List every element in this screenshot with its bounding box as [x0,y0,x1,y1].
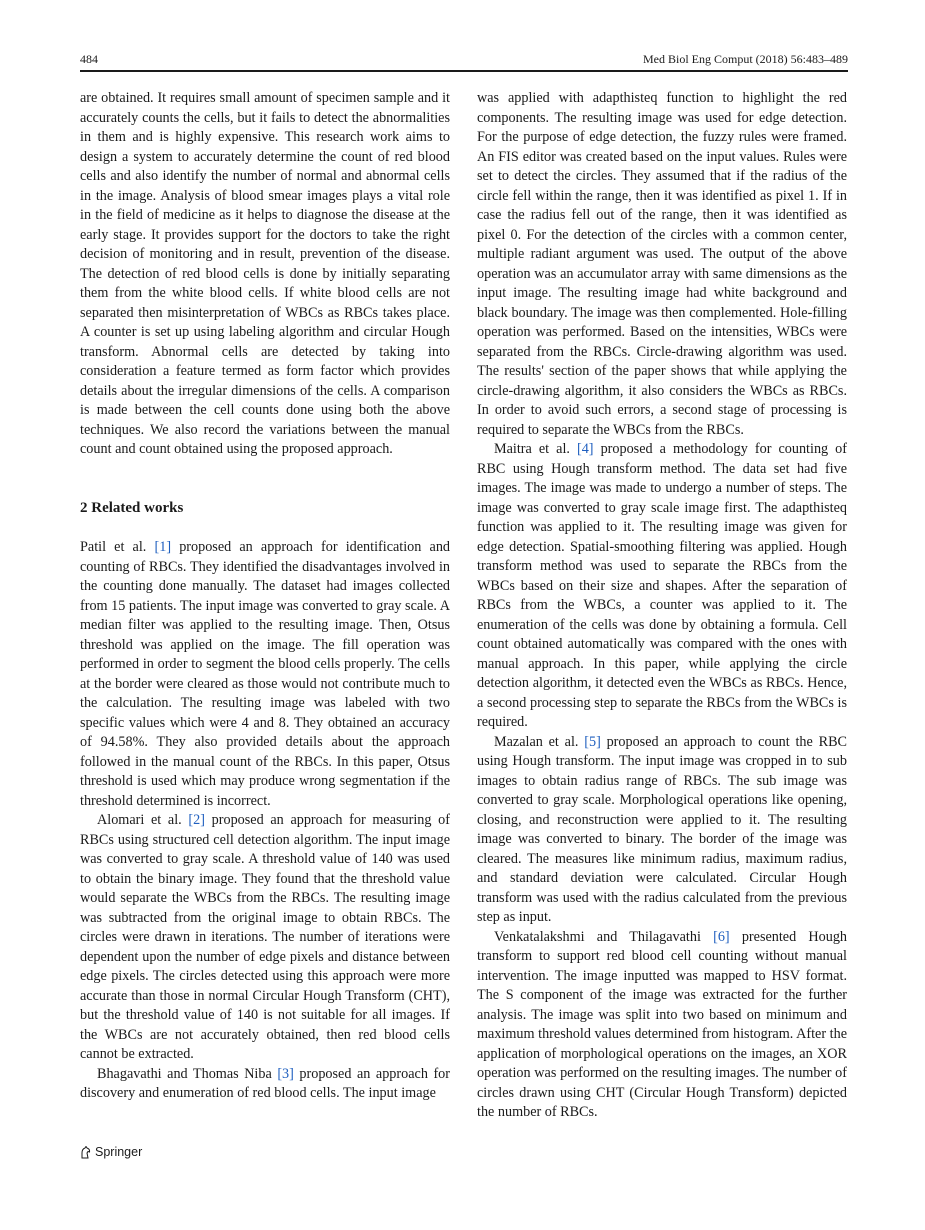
publisher-name: Springer [95,1145,143,1159]
paragraph-venkatalakshmi: Venkatalakshmi and Thilagavathi [6] presented Hough transform to support red blood cell counting without manual intervention. The image inputted was mapped to HSV format. The S component of the image was extracted for the further analysis. The image was split into two based on minimum and maximum threshold values determined from histogram. After the application of morphological operations on the images, an XOR operation was performed on the resulting images. The number of circles drawn using CHT (Circular Hough Transform) depicted the number of RBCs. [477,928,848,1120]
page-header [80,52,848,70]
citation-link-4[interactable]: [4] [576,441,594,457]
section-title: 2 Related works [80,499,184,516]
paragraph-mazalan: Mazalan et al. [5] proposed an approach to count the RBC using Hough transform. The input image was cropped in to sub images to obtain radius range of RBCs. The sub image was converted to gray scale. Morphological operations like opening, closing, and reconstruction were applied to it. The resulting image was converted to binary. The border of the image was cleared. The measures like minimum radius, maximum radius, and standard deviation were calculated. Circular Hough transform was used with the radius calculated from the previous step as input. [477,733,848,925]
header-rule [80,70,848,72]
springer-horse-icon [80,1146,91,1159]
citation-link-5[interactable]: [5] [584,733,601,750]
intro-paragraph: are obtained. It requires small amount of specimen sample and it accurately counts the cells, but it fails to detect the abnormalities in them and is highly expensive. This research work aims to design a system to accurately determine the count of red blood cells and also identify the number of normal and abnormal cells in the image. Analysis of blood smear images plays a vital role in the field of medicine as it helps to diagnose the disease at the early stage. It provides support for the doctors to take the right decision of monitoring and in result, prevention of the disease. The detection of red blood cells is done by initially separating them from the white blood cells. If white blood cells are not separated then misinterpretation of WBCs as RBCs takes place. A counter is set up using labeling algorithm and circular Hough transform. Abnormal cells are detected by taking into consideration a feature termed as form factor which provides details about the irregular dimensions of the cells. A comparison is made between the cell counts done using both the above techniques. We also record the variations between the manual count and count obtained using the proposed approach. [80,90,450,457]
citation-link-3[interactable]: [3] [277,1065,294,1082]
page-number: 484 [80,52,98,66]
right-column [477,89,847,1123]
left-column [80,89,450,1104]
journal-citation: Med Biol Eng Comput (2018) 56:483–489 [643,52,848,66]
paragraph-maitra: Maitra et al. [4] proposed a methodology for counting of RBC using Hough transform method. The data set had five images. The image was made to undergo a number of steps. The image was converted to gray scale image first. The adapthisteq function was applied to it. The resulting image was given for edge detection. Spatial-smoothing filtering was applied. Hough transform method was used to separate the RBCs from the WBCs based on their size and shapes. After the separation of RBCs from the WBCs, a counter was applied to it. The enumeration of the cells was done by obtaining a formula. Cell count obtained automatically was compared with the ones with manual approach. In this paper, while applying the circle detection algorithm, it detected even the WBCs as RBCs. Hence, a second processing step to separate the RBCs from the WBCs is required. [477,441,847,730]
citation-link-6[interactable]: [6] [713,928,730,945]
page-footer [80,1145,142,1159]
citation-link-1[interactable]: [1] [154,539,172,555]
paragraph-alomari: Alomari et al. [2] proposed an approach for measuring of RBCs using structured cell detection algorithm. The input image was converted to gray scale. A threshold value of 140 was used to obtain the binary image. They found that the threshold value would separate the WBCs from the RBCs. The resulting image was subtracted from the original image to obtain RBCs. The circles were drawn in iterations. The number of iterations were dependent upon the number of edge pixels and distance between edge pixels. The circles detected using this approach were more accurate than those in normal Circular Hough Transform (CHT), but the threshold value of 140 is not suitable for all images. If the WBCs are not accurately obtained, then red blood cells cannot be extracted. [80,812,450,1062]
paragraph-continued: was applied with adapthisteq function to highlight the red components. The resulting image was used for edge detection. For the purpose of edge detection, the fuzzy rules were framed. An FIS editor was created based on the input values. Rules were set to detect the circles. They assumed that if the radius of the circle fell within the range, then it was identified as pixel 1. If in case the radius fell out of the range, then it was identified as pixel 0. For the detection of the circles with a common center, multiple radiant argument was used. The output of the above operation was an accumulator array with same dimensions as the input image. The resulting image had white background and black boundary. The image was then complemented. Hole-filling operation was performed. Based on the intensities, WBCs were separated from the RBCs. Circle-drawing algorithm was used. The results' section of the paper shows that while applying the circle-drawing algorithm, it also considers the WBCs as RBCs. In order to avoid such errors, a second stage of processing is required to separate the WBCs from the RBCs. [477,90,847,438]
paragraph-patil: Patil et al. [1] proposed an approach for identification and counting of RBCs. They identified the disadvantages involved in the counting done manually. The dataset had images collected from 15 patients. The input image was converted to gray scale. A median filter was applied to the resulting image. Then, Otsus threshold was applied on the image. The fill operation was performed in order to segment the blood cells properly. The cells at the border were cleared as those would not contribute much to the calculation. The resulting image was labeled with two specific values which were 4 and 8. They obtained an accuracy of 94.58%. They also provided details about the approach followed in the manual count of the RBCs. In this paper, Otsus threshold is used which may produce wrong segmentation if the threshold determined is incorrect. [80,539,451,809]
paragraph-bhagavathi: Bhagavathi and Thomas Niba [3] proposed an approach for discovery and enumeration of red blood cells. The input image [80,1065,450,1101]
citation-link-2[interactable]: [2] [188,812,205,828]
